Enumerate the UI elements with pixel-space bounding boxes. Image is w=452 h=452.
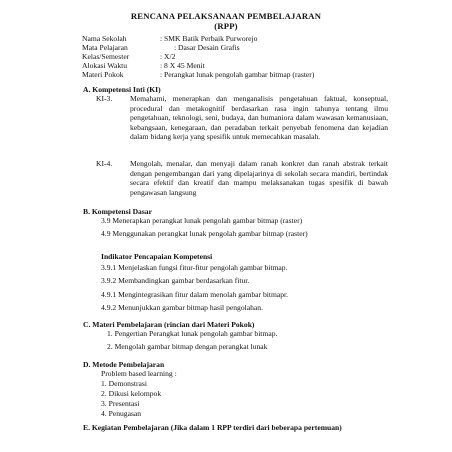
indikator-item: 3.9.1 Menjelaskan fungsi fitur-fitur pengolah gambar bitmap. — [101, 263, 288, 272]
identity-label: Nama Sekolah — [82, 34, 127, 43]
identity-value: : X/2 — [160, 52, 176, 61]
section-a-heading: A. Kompetensi Inti (KI) — [83, 85, 161, 94]
indikator-item: 3.9.2 Membandingkan gambar berdasarkan fitur. — [101, 276, 250, 285]
metode-item: 4. Penugasan — [101, 409, 142, 418]
indikator-item: 4.9.2 Menunjukkan gambar bitmap hasil pengolahan. — [101, 303, 263, 312]
ki3-text: Memahami, menerapkan dan menganalisis pengetahuan faktual, konseptual, procedural dan metakognitif berdasarkan rasa ingin tahunya tentang ilmu pengetahuan, teknologi, seni, budaya, dan humaniora dalam wawasan kemanusiaan, kebangsaan, kenegaraan, dan peradaban terkait penyebab fenomena dan kejadian dalam bidang kerja yang spesifik untuk memecahkan masalah. — [130, 94, 388, 142]
identity-value: : Perangkat lunak pengolah gambar bitmap (raster) — [160, 70, 315, 79]
section-c-heading: C. Materi Pembelajaran (rincian dari Materi Pokok) — [83, 320, 255, 329]
identity-label: Alokasi Waktu — [82, 61, 128, 70]
metode-item: 1. Demonstrasi — [101, 379, 147, 388]
identity-label: Kelas/Semester — [82, 52, 130, 61]
ki4-code: KI-4. — [96, 159, 113, 168]
ki3-code: KI-3. — [96, 94, 113, 103]
identity-label: Materi Pokok — [82, 70, 124, 79]
kd-item: 3.9 Menerapkan perangkat lunak pengolah gambar bitmap (raster) — [101, 216, 303, 225]
ki4-text: Mengolah, menalar, dan menyaji dalam ranah konkret dan ranah abstrak terkait dengan pengembangan dari yang dipelajarinya di sekolah secara mandiri, bertindak secara efektif dan kreatif dan mampu melaksanakan tugas spesifik di bawah pengawasan langsung — [130, 159, 388, 197]
identity-value: : Dasar Desain Grafis — [174, 43, 240, 52]
section-b-heading: B. Kompetensi Dasar — [83, 207, 152, 216]
materi-item: 2. Mengolah gambar bitmap dengan perangkat lunak — [107, 342, 268, 351]
document-title: RENCANA PELAKSANAAN PEMBELAJARAN — [130, 11, 322, 21]
section-d-heading: D. Metode Pembelajaran — [83, 360, 165, 369]
metode-item: 2. Dikusi kelompok — [101, 389, 162, 398]
section-e-heading: E. Kegiatan Pembelajaran (Jika dalam 1 RPP terdiri dari beberapa pertemuan) — [83, 423, 342, 432]
indikator-heading: Indikator Pencapaian Kompetensi — [101, 252, 213, 261]
document-subtitle: (RPP) — [214, 21, 238, 31]
metode-item: 3. Presentasi — [101, 399, 140, 408]
kd-item: 4.9 Menggunakan perangkat lunak pengolah gambar bitmap (raster) — [101, 229, 308, 238]
identity-label: Mata Pelajaran — [82, 43, 128, 52]
indikator-item: 4.9.1 Mengintegrasikan fitur dalam menolah gambar bitmapr. — [101, 290, 289, 299]
identity-value: : 8 X 45 Menit — [160, 61, 205, 70]
identity-value: : SMK Batik Perbaik Purworejo — [160, 34, 258, 43]
materi-item: 1. Pengertian Perangkat lunak pengolah gambar bitmap. — [107, 329, 278, 338]
metode-intro: Problem based learning : — [101, 369, 177, 378]
